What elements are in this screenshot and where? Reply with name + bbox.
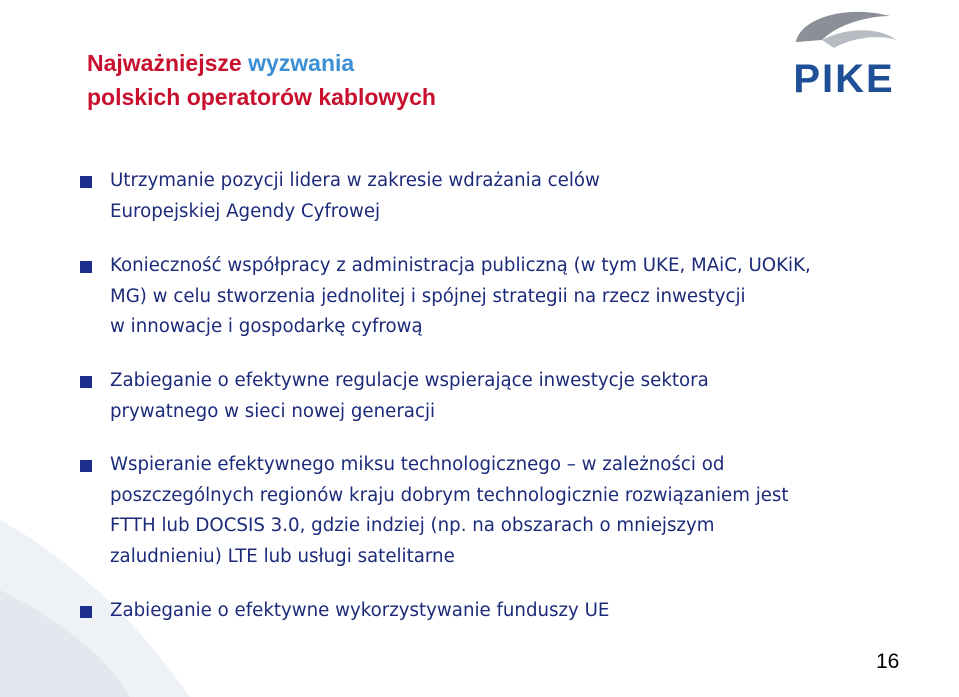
bullet-text	[110, 366, 920, 427]
bullet-line: prywatnego w sieci nowej generacji	[110, 400, 436, 422]
bullet-text	[110, 166, 920, 227]
bullet-item-4	[80, 450, 920, 572]
bullet-line: Zabieganie o efektywne wykorzystywanie funduszy UE	[110, 600, 610, 621]
bullet-line: Wspieranie efektywnego miksu technologicznego – w zależności od	[110, 454, 725, 475]
title-word-blue: wyzwania	[248, 50, 355, 76]
bullet-text	[110, 596, 920, 627]
bullet-square-icon	[80, 460, 92, 472]
title-line-1	[87, 46, 436, 80]
bullet-line: w innowacje i gospodarkę cyfrową	[110, 316, 423, 337]
pike-logo-icon	[778, 6, 910, 100]
bullet-square-icon	[80, 176, 92, 188]
bullet-item-2	[80, 251, 920, 343]
logo-text: PIKE	[793, 57, 895, 100]
bullet-item-5	[80, 596, 920, 627]
pike-logo	[778, 6, 910, 100]
bullet-square-icon	[80, 261, 92, 273]
page-number: 16	[876, 650, 900, 673]
bullet-line: zaludnieniu) LTE lub usługi satelitarne	[110, 545, 455, 567]
bullet-square-icon	[80, 606, 92, 618]
bullet-item-3	[80, 366, 920, 427]
bullet-line: poszczególnych regionów kraju dobrym technologicznie rozwiązaniem jest	[110, 484, 789, 506]
bullet-text	[110, 251, 920, 343]
title-word-red: Najważniejsze	[87, 50, 242, 76]
bullet-item-1	[80, 166, 920, 227]
bullet-line: Zabieganie o efektywne regulacje wspierające inwestycje sektora	[110, 370, 709, 391]
bullet-line: MG) w celu stworzenia jednolitej i spójnej strategii na rzecz inwestycji	[110, 285, 746, 307]
slide-title	[87, 46, 436, 114]
bullet-line: FTTH lub DOCSIS 3.0, gdzie indziej (np. na obszarach o mniejszym	[110, 515, 715, 536]
bullet-line: Konieczność współpracy z administracja publiczną (w tym UKE, MAiC, UOKiK,	[110, 255, 811, 276]
bullet-text	[110, 450, 920, 572]
bullet-line: Europejskiej Agendy Cyfrowej	[110, 200, 381, 222]
title-line-2: polskich operatorów kablowych	[87, 84, 436, 110]
bullet-line: Utrzymanie pozycji lidera w zakresie wdrażania celów	[110, 170, 600, 191]
bullet-square-icon	[80, 376, 92, 388]
